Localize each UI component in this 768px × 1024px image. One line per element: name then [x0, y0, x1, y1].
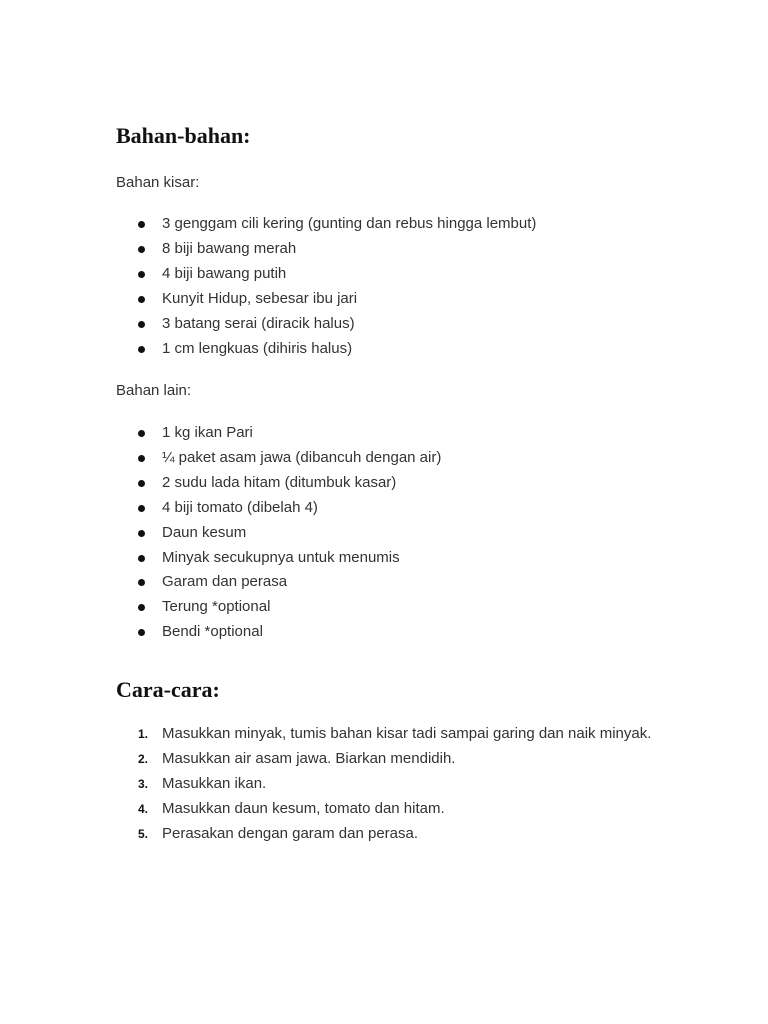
bullet-icon	[138, 221, 145, 228]
step-item	[116, 747, 676, 772]
step-number: 3.	[138, 776, 149, 791]
step-text: Masukkan minyak, tumis bahan kisar tadi sampai garing dan naik minyak.	[162, 725, 652, 742]
list-item: 1 kg ikan Pari	[116, 421, 441, 446]
bullet-icon	[138, 505, 145, 512]
bullet-icon	[138, 296, 145, 303]
list-item: 4 biji bawang putih	[116, 262, 536, 287]
bullet-icon	[138, 530, 145, 537]
step-number: 2.	[138, 751, 149, 766]
bullet-icon	[138, 246, 145, 253]
other-ingredients-list	[116, 421, 441, 645]
list-item: Minyak secukupnya untuk menumis	[116, 546, 441, 571]
step-item	[116, 797, 676, 822]
list-item: 1 cm lengkuas (dihiris halus)	[116, 337, 536, 362]
list-item: 4 biji tomato (dibelah 4)	[116, 496, 441, 521]
step-number: 5.	[138, 826, 149, 841]
bullet-icon	[138, 346, 145, 353]
list-item: Terung *optional	[116, 595, 441, 620]
bullet-icon	[138, 604, 145, 611]
list-item: Bendi *optional	[116, 620, 441, 645]
bullet-icon	[138, 271, 145, 278]
bullet-icon	[138, 629, 145, 636]
list-item: Garam dan perasa	[116, 570, 441, 595]
step-text: Masukkan air asam jawa. Biarkan mendidih.	[162, 749, 456, 767]
bullet-icon	[138, 579, 145, 586]
steps-heading: Cara-cara:	[116, 677, 220, 702]
bullet-icon	[138, 480, 145, 487]
ground-ingredients-list	[116, 212, 536, 361]
step-text: Perasakan dengan garam dan perasa.	[162, 824, 419, 842]
step-number: 4.	[138, 801, 149, 816]
bullet-icon	[138, 455, 145, 462]
steps-list	[116, 722, 676, 847]
bullet-icon	[138, 430, 145, 437]
bullet-icon	[138, 321, 145, 328]
list-item: Daun kesum	[116, 521, 441, 546]
list-item: 3 genggam cili kering (gunting dan rebus hingga lembut)	[116, 212, 536, 237]
other-ingredients-label: Bahan lain:	[116, 382, 192, 399]
list-item: 2 sudu lada hitam (ditumbuk kasar)	[116, 471, 441, 496]
list-item: ¼ paket asam jawa (dibancuh dengan air)	[116, 446, 441, 471]
ingredients-heading: Bahan-bahan:	[116, 123, 251, 148]
ground-ingredients-label: Bahan kisar:	[116, 174, 200, 191]
bullet-icon	[138, 555, 145, 562]
step-number: 1.	[138, 727, 149, 741]
list-item: 3 batang serai (diracik halus)	[116, 312, 536, 337]
step-item	[116, 822, 676, 847]
step-item	[116, 772, 676, 797]
step-text: Masukkan ikan.	[162, 774, 267, 792]
step-text: Masukkan daun kesum, tomato dan hitam.	[162, 799, 445, 817]
step-item	[116, 722, 676, 747]
list-item: Kunyit Hidup, sebesar ibu jari	[116, 287, 536, 312]
list-item: 8 biji bawang merah	[116, 237, 536, 262]
